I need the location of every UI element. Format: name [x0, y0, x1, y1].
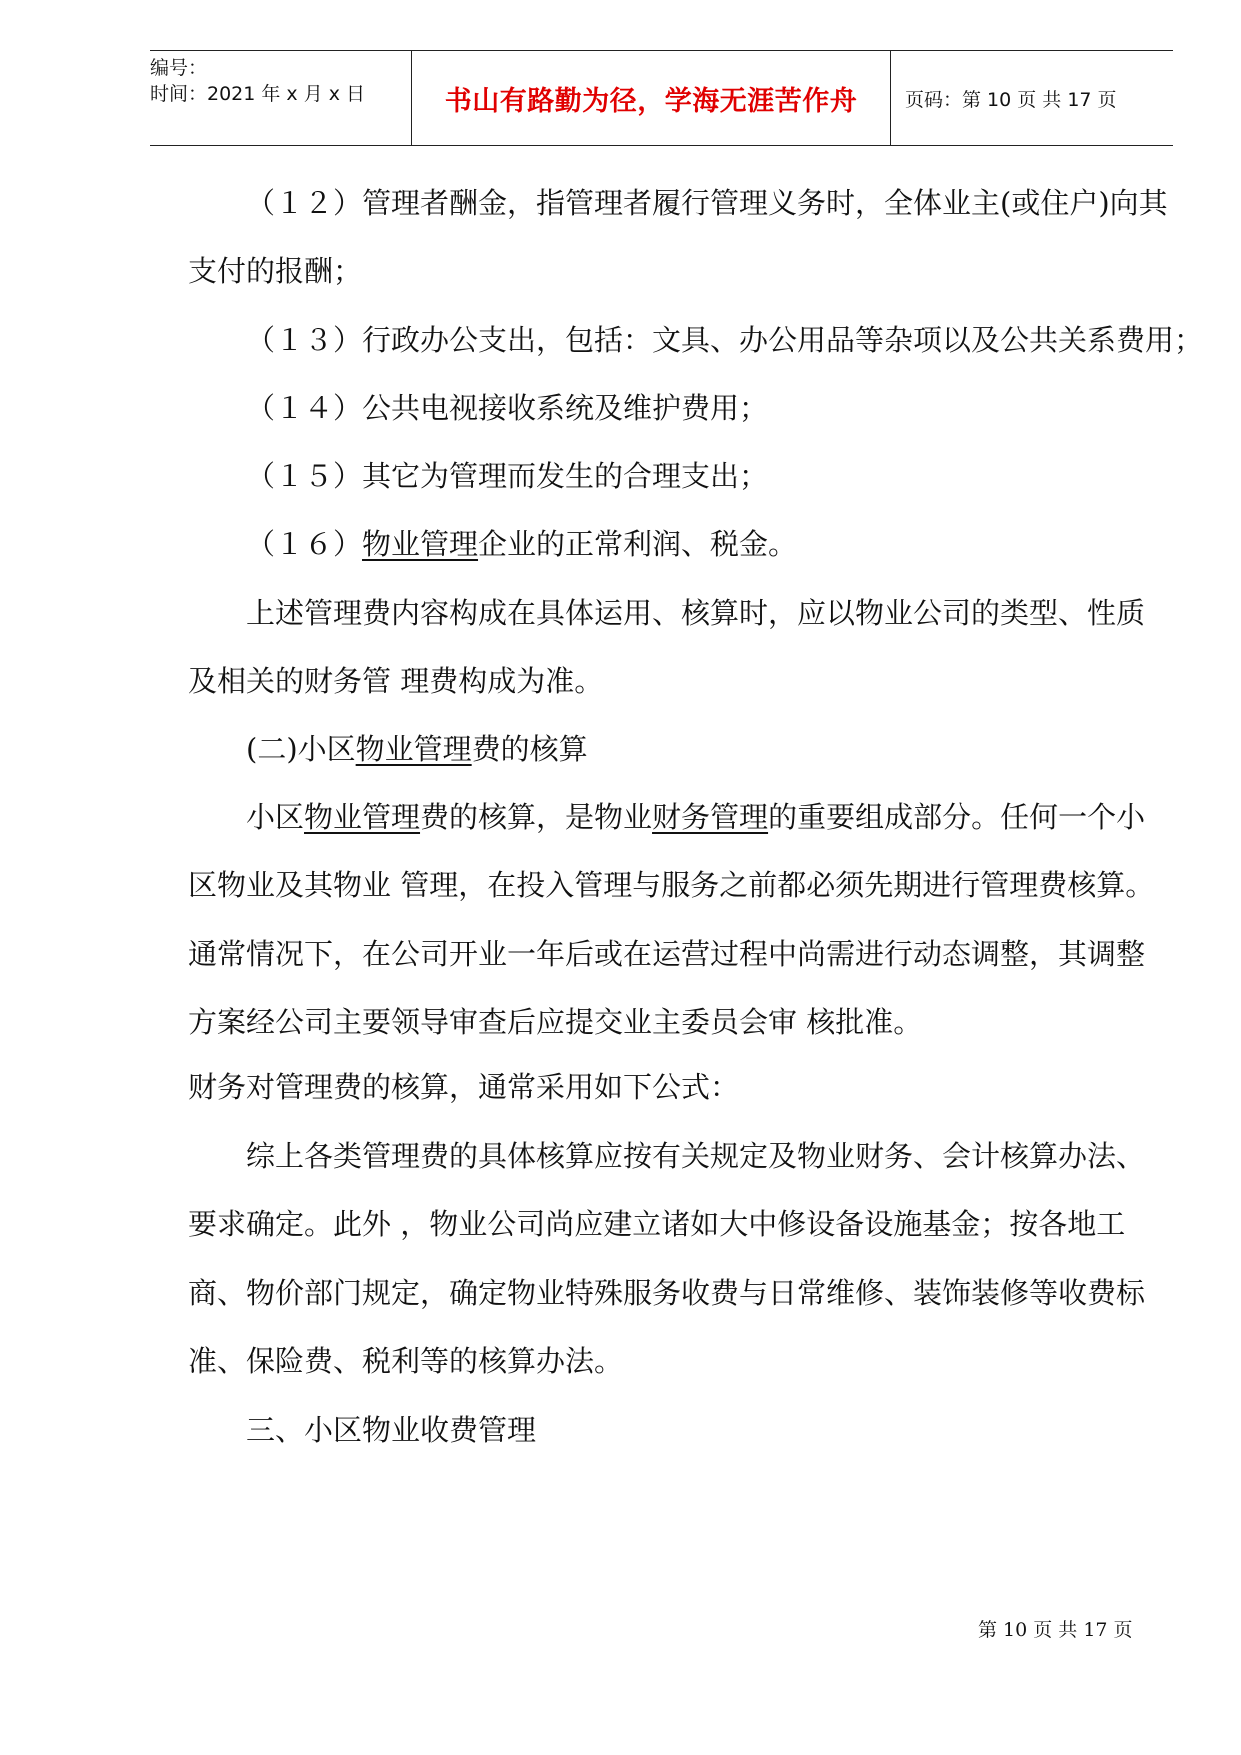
text-run: 通常情况下，在公司开业一年后或在运营过程中尚需进行动态调整，其调整 — [188, 937, 1146, 971]
paragraph — [246, 799, 1145, 836]
link-term[interactable]: 物业管理 — [304, 800, 421, 834]
page-footer: 第 10 页 共 17 页 — [978, 1619, 1133, 1641]
motto: 书山有路勤为径，学海无涯苦作舟 — [444, 85, 858, 117]
text-run: 商、物价部门规定，确定物业特殊服务收费与日常维修、装饰装修等收费标 — [188, 1276, 1146, 1310]
link-term[interactable]: 财务管理 — [652, 800, 769, 834]
paragraph — [188, 1343, 623, 1380]
header-info — [150, 51, 411, 149]
paragraph — [188, 1275, 1145, 1312]
paragraph — [246, 526, 797, 563]
text-run: 综上各类管理费的具体核算应按有关规定及物业财务、会计核算办法、 — [246, 1139, 1146, 1173]
page-header — [150, 50, 1173, 146]
text-run: 三、小区物业收费管理 — [246, 1413, 537, 1447]
text-run: 要求确定。此外 ，物业公司尚应建立诸如大中修设备设施基金；按各地工 — [188, 1207, 1126, 1241]
paragraph — [246, 185, 1168, 222]
paragraph — [188, 1004, 922, 1041]
text-run: 方案经公司主要领导审查后应提交业主委员会审 核批准。 — [188, 1005, 923, 1039]
paragraph — [188, 663, 603, 700]
text-run: 上述管理费内容构成在具体运用、核算时，应以物业公司的类型、性质 — [246, 596, 1146, 630]
text-run: 准、保险费、税利等的核算办法。 — [188, 1344, 624, 1378]
text-run: （１６） — [246, 527, 363, 561]
page-number-label: 页码：第 10 页 共 17 页 — [905, 88, 1117, 111]
text-run: （１２）管理者酬金，指管理者履行管理义务时，全体业主(或住户)向其 — [246, 186, 1168, 220]
header-page-cell — [891, 51, 1173, 145]
text-run: 企业的正常利润、税金。 — [478, 527, 798, 561]
text-run: 及相关的财务管 理费构成为准。 — [188, 664, 604, 698]
link-term[interactable]: 物业管理 — [362, 527, 479, 561]
document-time: 时间：2021 年 x 月 x 日 — [150, 83, 366, 105]
paragraph — [246, 458, 768, 495]
text-run: 区物业及其物业 管理，在投入管理与服务之前都必须先期进行管理费核算。 — [188, 868, 1155, 902]
text-run: 费的核算 — [471, 732, 588, 766]
text-run: 的重要组成部分。任何一个小 — [768, 800, 1146, 834]
text-run: （１４）公共电视接收系统及维护费用； — [246, 391, 769, 425]
paragraph — [188, 867, 1154, 904]
paragraph — [188, 1069, 739, 1106]
section-heading — [246, 731, 588, 768]
link-term[interactable]: 物业管理 — [355, 732, 472, 766]
text-run: 支付的报酬； — [188, 254, 363, 288]
paragraph — [188, 936, 1145, 973]
text-run: 财务对管理费的核算，通常采用如下公式： — [188, 1070, 740, 1104]
paragraph — [246, 390, 768, 427]
paragraph — [188, 253, 362, 290]
document-number-label: 编号： — [150, 57, 208, 79]
text-run: （１３）行政办公支出，包括：文具、办公用品等杂项以及公共关系费用； — [246, 323, 1204, 357]
header-motto-cell — [411, 51, 891, 145]
text-run: （１５）其它为管理而发生的合理支出； — [246, 459, 769, 493]
paragraph — [188, 1206, 1125, 1243]
paragraph — [246, 595, 1145, 632]
paragraph — [246, 322, 1203, 359]
text-run: 小区 — [246, 800, 305, 834]
text-run: (二)小区 — [246, 732, 356, 766]
paragraph — [246, 1138, 1145, 1175]
text-run: 费的核算，是物业 — [420, 800, 653, 834]
section-heading — [246, 1412, 536, 1449]
